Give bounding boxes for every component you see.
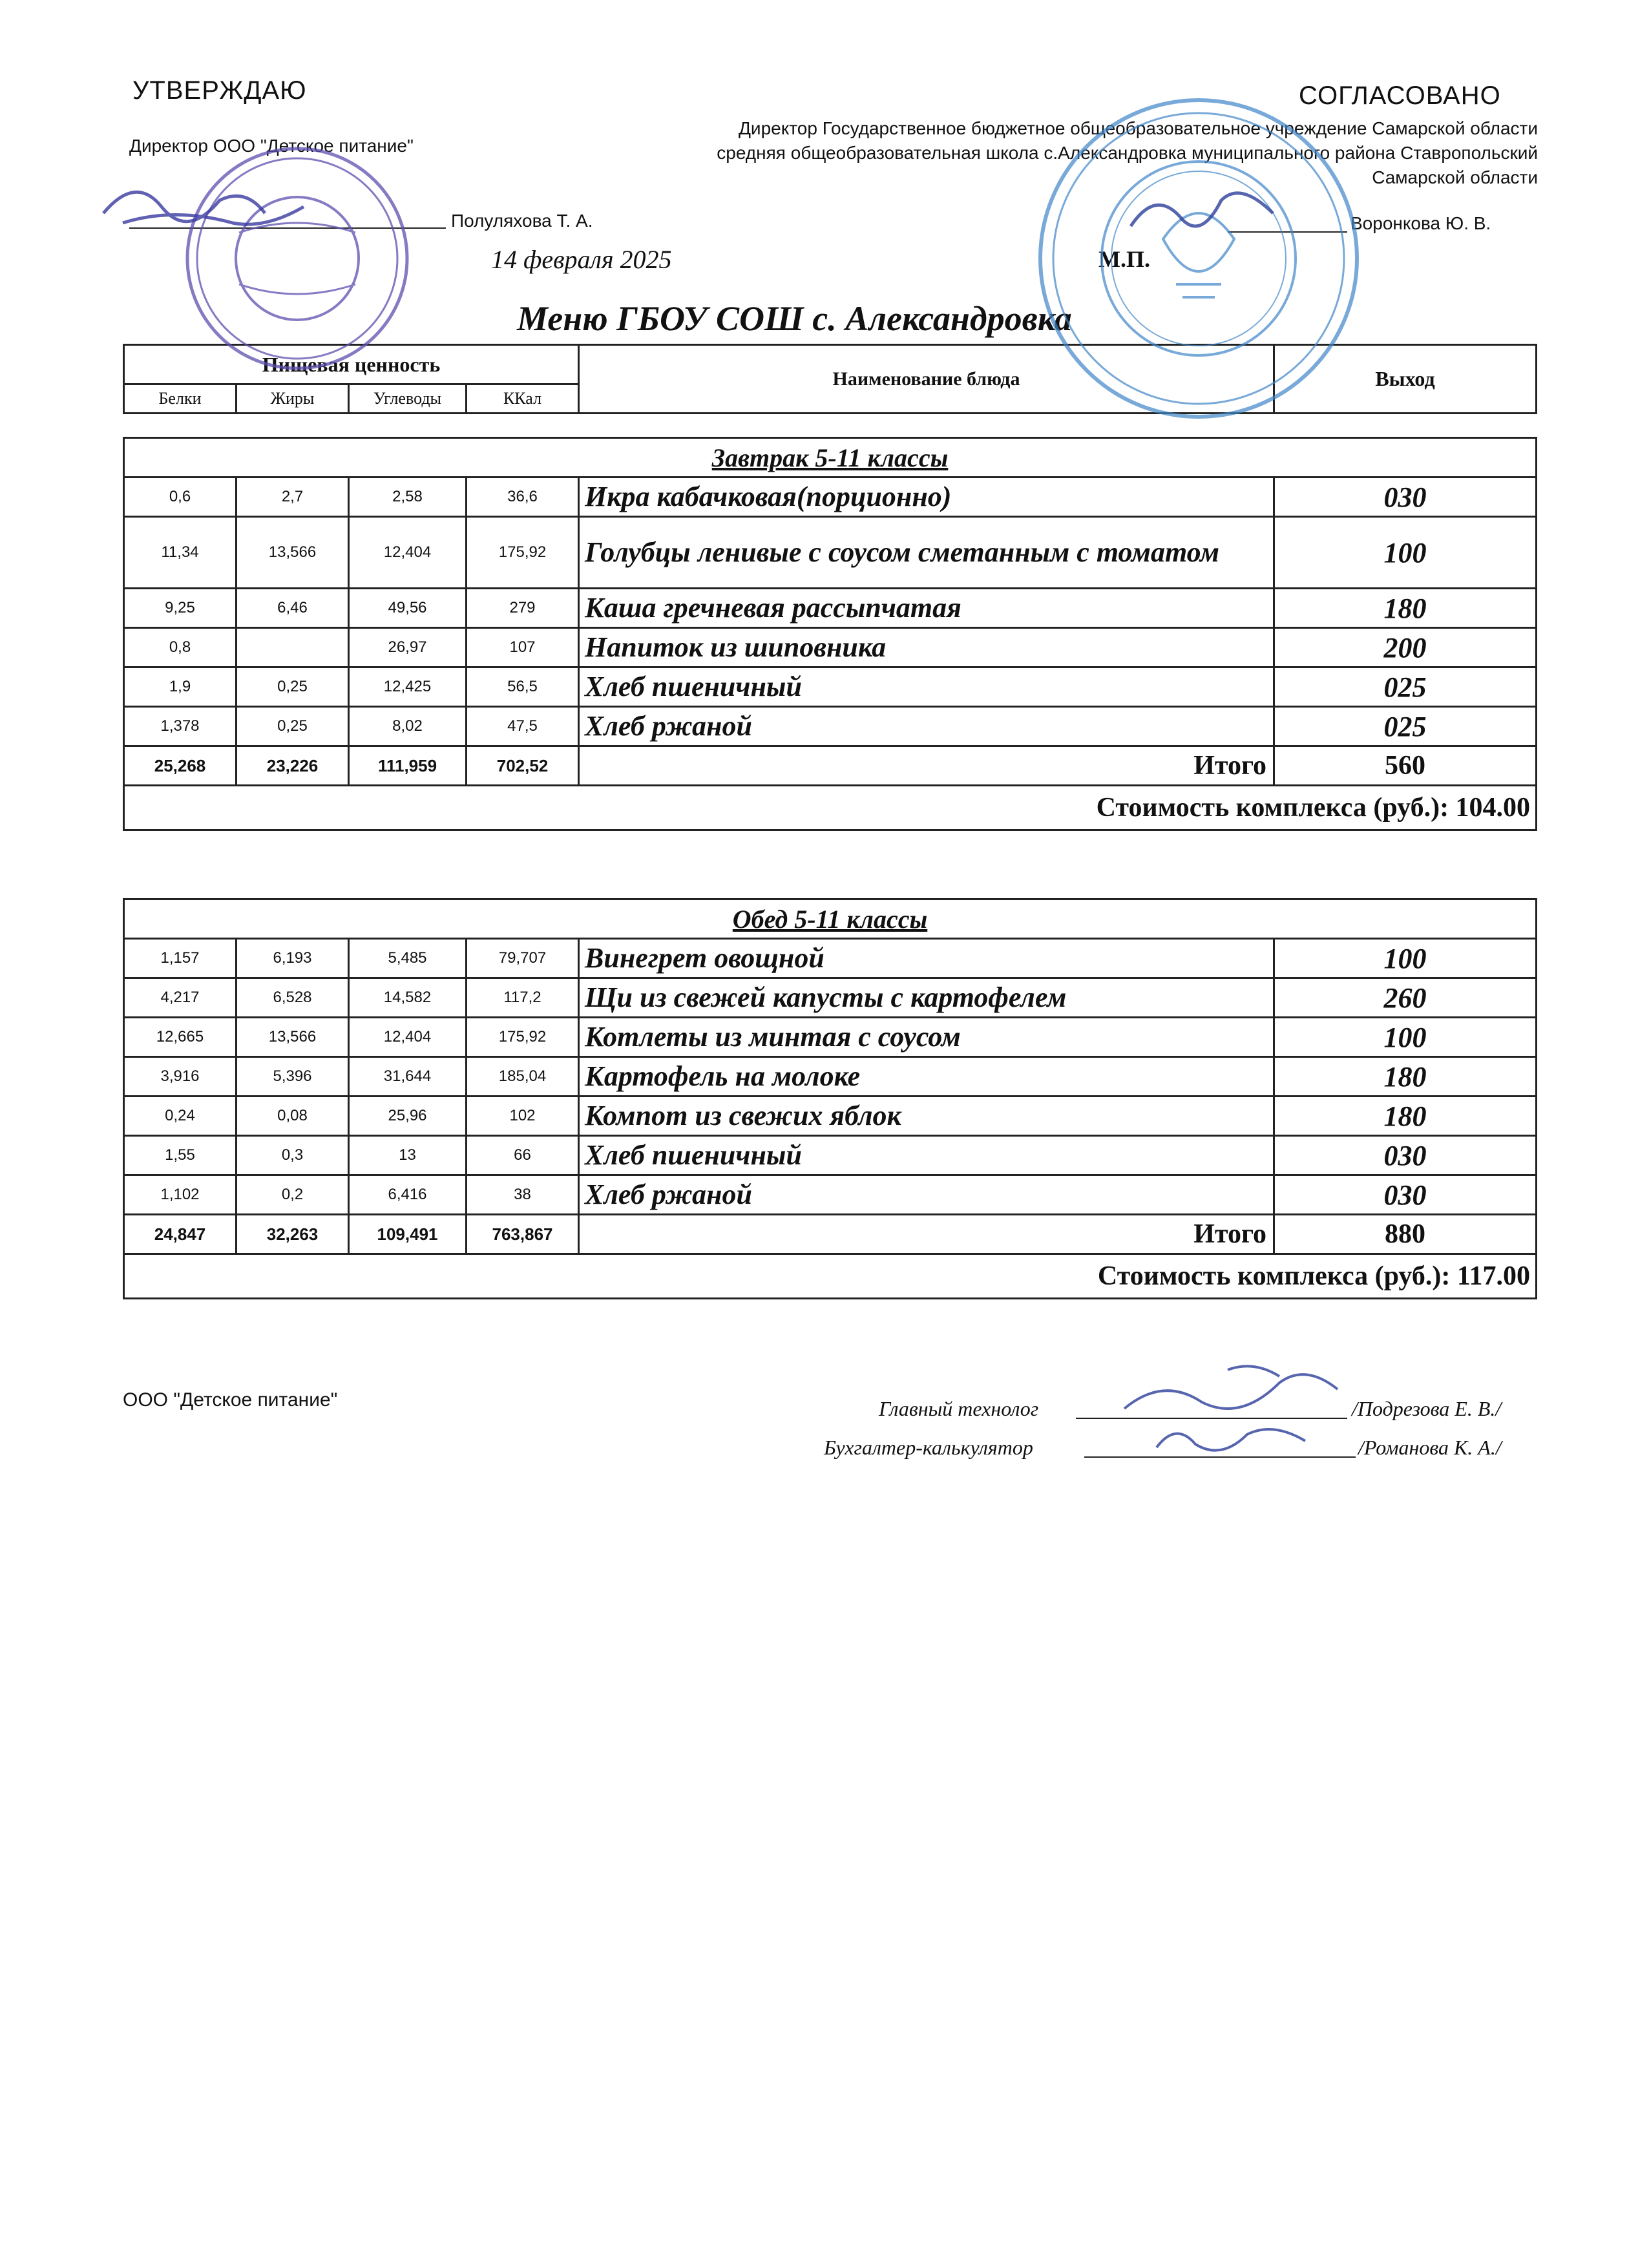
table-row — [124, 517, 1537, 589]
cell-fat: 6,46 — [236, 589, 349, 628]
agree-title: СОГЛАСОВАНО — [1299, 81, 1501, 110]
cell-fat: 6,528 — [236, 978, 349, 1018]
total-label: Итого — [579, 746, 1274, 786]
cell-kcal: 102 — [467, 1097, 579, 1136]
lunch-title: Обед 5-11 классы — [124, 899, 1537, 939]
header-protein: Белки — [124, 384, 236, 414]
cell-kcal: 66 — [467, 1136, 579, 1175]
cell-dish: Картофель на молоке — [579, 1057, 1274, 1097]
cell-carbs: 49,56 — [349, 589, 467, 628]
cell-dish: Каша гречневая рассыпчатая — [579, 589, 1274, 628]
cell-fat: 0,08 — [236, 1097, 349, 1136]
total-yield: 560 — [1274, 746, 1537, 786]
cell-dish: Икра кабачковая(порционно) — [579, 478, 1274, 517]
header-dish: Наименование блюда — [579, 345, 1274, 414]
cell-fat: 0,25 — [236, 667, 349, 707]
cell-protein: 1,9 — [124, 667, 236, 707]
cell-dish: Голубцы ленивые с соусом сметанным с томатом — [579, 517, 1274, 589]
cell-carbs: 31,644 — [349, 1057, 467, 1097]
table-row — [124, 1175, 1537, 1215]
table-row — [124, 1097, 1537, 1136]
cell-protein: 9,25 — [124, 589, 236, 628]
table-row — [124, 1057, 1537, 1097]
table-row — [124, 1018, 1537, 1057]
cell-carbs: 12,404 — [349, 1018, 467, 1057]
agree-position: Директор Государственное бюджетное общеобразовательное учреждение Самарской области средняя общеобразовательная школа с.Александровка муниципального района Ставропольский Самарской области — [717, 118, 1538, 187]
cell-dish: Щи из свежей капусты с картофелем — [579, 978, 1274, 1018]
cell-carbs: 6,416 — [349, 1175, 467, 1215]
footer-organization: ООО "Детское питание" — [123, 1389, 338, 1411]
total-row — [124, 746, 1537, 786]
cell-dish: Котлеты из минтая с соусом — [579, 1018, 1274, 1057]
school-seal-stamp — [1014, 90, 1383, 426]
table-row — [124, 939, 1537, 978]
total-protein: 25,268 — [124, 746, 236, 786]
cell-kcal: 47,5 — [467, 707, 579, 746]
header-carbs: Углеводы — [349, 384, 467, 414]
breakfast-table — [123, 437, 1537, 831]
cell-protein: 1,378 — [124, 707, 236, 746]
cell-yield: 100 — [1274, 517, 1537, 589]
cell-yield: 030 — [1274, 1175, 1537, 1215]
cell-dish: Хлеб пшеничный — [579, 667, 1274, 707]
total-fat: 32,263 — [236, 1215, 349, 1254]
cell-protein: 3,916 — [124, 1057, 236, 1097]
approve-title: УТВЕРЖДАЮ — [132, 76, 307, 105]
cell-kcal: 36,6 — [467, 478, 579, 517]
table-row — [124, 628, 1537, 667]
cell-kcal: 38 — [467, 1175, 579, 1215]
cell-carbs: 25,96 — [349, 1097, 467, 1136]
cell-dish: Напиток из шиповника — [579, 628, 1274, 667]
cell-yield: 260 — [1274, 978, 1537, 1018]
chief-technologist-name: /Подрезова Е. В./ — [1352, 1397, 1502, 1420]
lunch-cost: Стоимость комплекса (руб.): 117.00 — [124, 1254, 1537, 1299]
cell-kcal: 117,2 — [467, 978, 579, 1018]
cell-fat: 13,566 — [236, 517, 349, 589]
signature-approve — [97, 168, 317, 239]
header-fat: Жиры — [236, 384, 349, 414]
cell-protein: 1,102 — [124, 1175, 236, 1215]
cell-protein: 0,6 — [124, 478, 236, 517]
cell-yield: 030 — [1274, 478, 1537, 517]
agree-name: Воронкова Ю. В. — [1350, 213, 1491, 233]
cell-kcal: 175,92 — [467, 1018, 579, 1057]
agree-mp: М.П. — [1098, 246, 1150, 272]
cell-fat — [236, 628, 349, 667]
cell-kcal: 175,92 — [467, 517, 579, 589]
table-row — [124, 1136, 1537, 1175]
total-kcal: 763,867 — [467, 1215, 579, 1254]
cell-protein: 1,55 — [124, 1136, 236, 1175]
breakfast-cost: Стоимость комплекса (руб.): 104.00 — [124, 786, 1537, 830]
total-yield: 880 — [1274, 1215, 1537, 1254]
lunch-table — [123, 898, 1537, 1299]
approve-position: Директор ООО "Детское питание" — [129, 136, 414, 156]
signature-accountant — [1150, 1415, 1318, 1467]
cell-yield: 100 — [1274, 1018, 1537, 1057]
total-carbs: 109,491 — [349, 1215, 467, 1254]
cell-carbs: 26,97 — [349, 628, 467, 667]
cell-carbs: 8,02 — [349, 707, 467, 746]
cell-protein: 0,8 — [124, 628, 236, 667]
header-nutrition: Пищевая ценность — [124, 345, 579, 384]
document-title: Меню ГБОУ СОШ с. Александровка — [517, 299, 1072, 338]
cell-kcal: 79,707 — [467, 939, 579, 978]
approve-date: 14 февраля 2025 — [491, 245, 672, 274]
table-row — [124, 478, 1537, 517]
cell-carbs: 14,582 — [349, 978, 467, 1018]
total-carbs: 111,959 — [349, 746, 467, 786]
cell-carbs: 5,485 — [349, 939, 467, 978]
cell-kcal: 107 — [467, 628, 579, 667]
total-protein: 24,847 — [124, 1215, 236, 1254]
table-row — [124, 978, 1537, 1018]
header-kcal: ККал — [467, 384, 579, 414]
cell-kcal: 279 — [467, 589, 579, 628]
cell-protein: 11,34 — [124, 517, 236, 589]
cell-dish: Винегрет овощной — [579, 939, 1274, 978]
accountant-label: Бухгалтер-калькулятор — [824, 1436, 1033, 1459]
cell-protein: 12,665 — [124, 1018, 236, 1057]
cell-protein: 4,217 — [124, 978, 236, 1018]
breakfast-title: Завтрак 5-11 классы — [124, 438, 1537, 478]
cell-carbs: 2,58 — [349, 478, 467, 517]
cell-protein: 0,24 — [124, 1097, 236, 1136]
cell-yield: 025 — [1274, 667, 1537, 707]
cell-carbs: 13 — [349, 1136, 467, 1175]
cell-kcal: 185,04 — [467, 1057, 579, 1097]
cell-carbs: 12,425 — [349, 667, 467, 707]
cell-yield: 030 — [1274, 1136, 1537, 1175]
cell-dish: Хлеб ржаной — [579, 707, 1274, 746]
cell-yield: 200 — [1274, 628, 1537, 667]
cell-yield: 025 — [1274, 707, 1537, 746]
table-row — [124, 667, 1537, 707]
total-row — [124, 1215, 1537, 1254]
cell-yield: 100 — [1274, 939, 1537, 978]
cell-fat: 0,2 — [236, 1175, 349, 1215]
approve-name: Полуляхова Т. А. — [451, 211, 593, 231]
cell-kcal: 56,5 — [467, 667, 579, 707]
cell-dish: Хлеб пшеничный — [579, 1136, 1274, 1175]
header-yield: Выход — [1274, 345, 1537, 414]
cell-protein: 1,157 — [124, 939, 236, 978]
cell-fat: 6,193 — [236, 939, 349, 978]
table-row — [124, 707, 1537, 746]
total-fat: 23,226 — [236, 746, 349, 786]
cell-dish: Компот из свежих яблок — [579, 1097, 1274, 1136]
total-kcal: 702,52 — [467, 746, 579, 786]
accountant-name: /Романова К. А./ — [1358, 1436, 1502, 1459]
table-row — [124, 589, 1537, 628]
cell-fat: 2,7 — [236, 478, 349, 517]
cell-yield: 180 — [1274, 589, 1537, 628]
signature-agree — [1124, 174, 1292, 252]
total-label: Итого — [579, 1215, 1274, 1254]
cell-yield: 180 — [1274, 1097, 1537, 1136]
cell-carbs: 12,404 — [349, 517, 467, 589]
cell-fat: 0,25 — [236, 707, 349, 746]
cell-fat: 0,3 — [236, 1136, 349, 1175]
chief-technologist-label: Главный технолог — [879, 1397, 1039, 1420]
cell-dish: Хлеб ржаной — [579, 1175, 1274, 1215]
cell-yield: 180 — [1274, 1057, 1537, 1097]
cell-fat: 13,566 — [236, 1018, 349, 1057]
cell-fat: 5,396 — [236, 1057, 349, 1097]
